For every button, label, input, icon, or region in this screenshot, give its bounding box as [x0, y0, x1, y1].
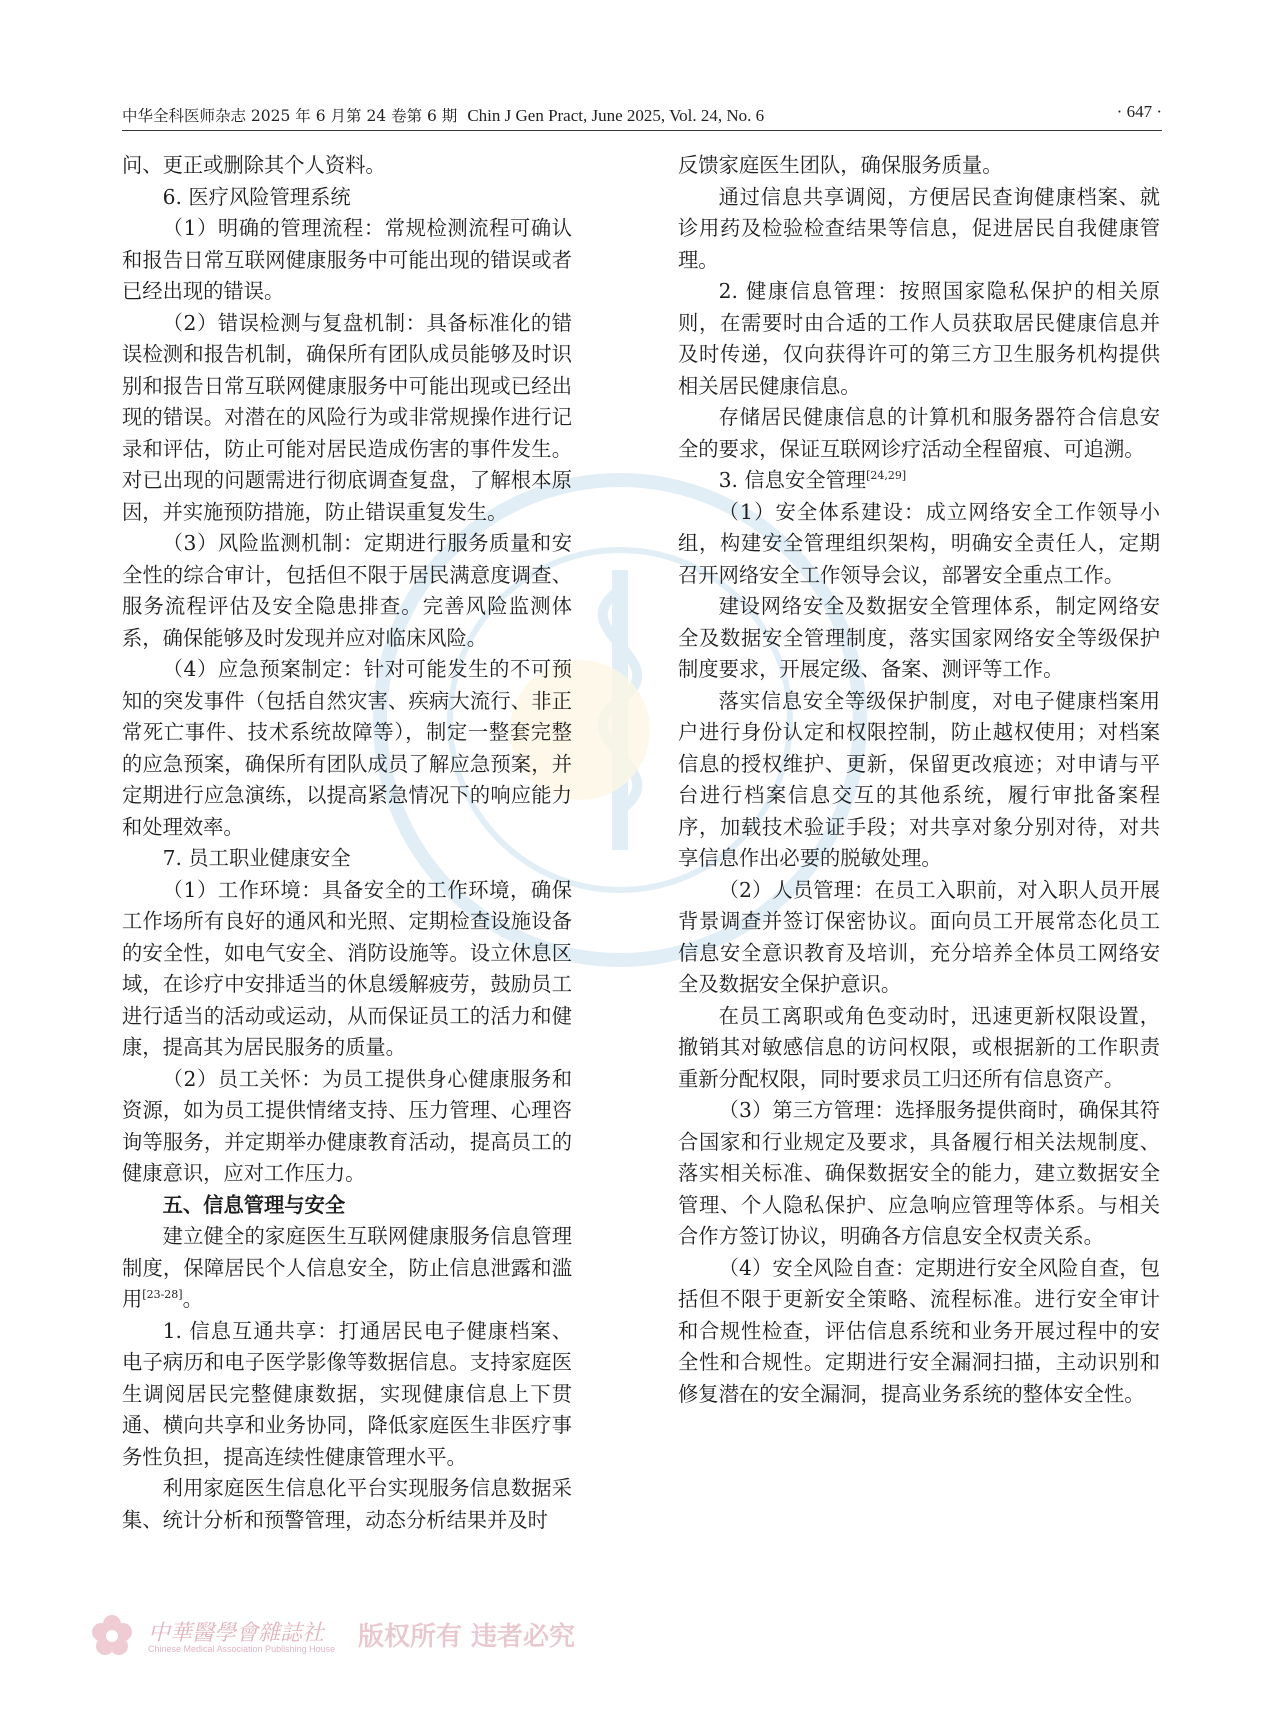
- paragraph-text: 建立健全的家庭医生互联网健康服务信息管理制度，保障居民个人信息安全，防止信息泄露和滥用: [122, 1224, 572, 1311]
- paragraph: [122, 1064, 572, 1190]
- paragraph-text: 五、信息管理与安全: [162, 1192, 346, 1217]
- paragraph-text: 在员工离职或角色变动时，迅速更新权限设置，撤销其对敏感信息的访问权限，或根据新的工作职责重新分配权限，同时要求员工归还所有信息资产。: [678, 1003, 1160, 1091]
- paragraph-text: （3）风险监测机制：定期进行服务质量和安全性的综合审计，包括但不限于居民满意度调查、服务流程评估及安全隐患排查。完善风险监测体系，确保能够及时发现并应对临床风险。: [122, 531, 572, 650]
- paragraph-text: （2）人员管理：在员工入职前，对入职人员开展背景调查并签订保密协议。面向员工开展常态化员工信息安全意识教育及培训，充分培养全体员工网络安全及数据安全保护意识。: [678, 877, 1160, 996]
- paragraph: [122, 182, 572, 214]
- paragraph-text: 1. 信息互通共享：打通居民电子健康档案、电子病历和电子医学影像等数据信息。支持家庭医生调阅居民完整健康数据，实现健康信息上下贯通、横向共享和业务协同，降低家庭医生非医疗事务性负担，提高连续性健康管理水平。: [122, 1318, 572, 1469]
- paragraph: [122, 528, 572, 654]
- paragraph: [122, 213, 572, 308]
- paragraph-text: （1）明确的管理流程：常规检测流程可确认和报告日常互联网健康服务中可能出现的错误或者已经出现的错误。: [122, 216, 572, 303]
- paragraph-text: 7. 员工职业健康安全: [162, 846, 351, 870]
- paragraph: [122, 1473, 572, 1536]
- paragraph-text: 通过信息共享调阅，方便居民查询健康档案、就诊用药及检验检查结果等信息，促进居民自我健康管理。: [678, 184, 1160, 272]
- paragraph-text: 落实信息安全等级保护制度，对电子健康档案用户进行身份认定和权限控制，防止越权使用；对档案信息的授权维护、更新，保留更改痕迹；对申请与平台进行档案信息交互的其他系统，履行审批备案程序，加载技术验证手段；对共享对象分别对待，对共享信息作出必要的脱敏处理。: [678, 688, 1160, 870]
- publisher-footer: [88, 1612, 608, 1660]
- paragraph: [122, 1221, 572, 1316]
- paragraph: [678, 276, 1160, 402]
- citation-ref: [23-28]: [142, 1288, 183, 1302]
- paragraph: [678, 150, 1160, 182]
- left-column: [122, 150, 572, 1536]
- paragraph-text: 利用家庭医生信息化平台实现服务信息数据采集、统计分析和预警管理，动态分析结果并及时: [122, 1476, 572, 1532]
- paragraph: [678, 497, 1160, 592]
- paragraph: [678, 591, 1160, 686]
- paragraph: [122, 150, 572, 182]
- paragraph-text: 存储居民健康信息的计算机和服务器符合信息安全的要求，保证互联网诊疗活动全程留痕、可追溯。: [678, 405, 1160, 461]
- paragraph-text: 2. 健康信息管理：按照国家隐私保护的相关原则，在需要时由合适的工作人员获取居民健康信息并及时传递，仅向获得许可的第三方卫生服务机构提供相关居民健康信息。: [678, 279, 1160, 398]
- paragraph: [122, 843, 572, 875]
- paragraph: [678, 1095, 1160, 1253]
- paragraph-text: 6. 医疗风险管理系统: [162, 184, 351, 209]
- publisher-name-cn: 中華醫學會雜誌社: [148, 1621, 325, 1646]
- paragraph-text: （2）员工关怀：为员工提供身心健康服务和资源，如为员工提供情绪支持、压力管理、心理咨询等服务，并定期举办健康教育活动，提高员工的健康意识，应对工作压力。: [122, 1066, 572, 1185]
- paragraph: [122, 875, 572, 1064]
- running-header: [122, 100, 1162, 126]
- journal-citation: [122, 104, 764, 126]
- header-rule: [122, 130, 1162, 131]
- paragraph: [678, 686, 1160, 875]
- copyright-slogan: 版权所有 违者必究: [358, 1622, 576, 1652]
- paragraph-text: （1）安全体系建设：成立网络安全工作领导小组，构建安全管理组织架构，明确安全责任人，定期召开网络安全工作领导会议，部署安全重点工作。: [678, 499, 1160, 587]
- paragraph-text: （1）工作环境：具备安全的工作环境，确保工作场所有良好的通风和光照、定期检查设施设备的安全性，如电气安全、消防设施等。设立休息区域，在诊疗中安排适当的休息缓解疲劳，鼓励员工进行适当的活动或运动，从而保证员工的活力和健康，提高其为居民服务的质量。: [122, 877, 572, 1059]
- paragraph: [678, 402, 1160, 465]
- paragraph-text: （3）第三方管理：选择服务提供商时，确保其符合国家和行业规定及要求，具备履行相关法规制度、落实相关标准、确保数据安全的能力，建立数据安全管理、个人隐私保护、应急响应管理等体系。与相关合作方签订协议，明确各方信息安全权责关系。: [678, 1098, 1160, 1248]
- paragraph-text: （2）错误检测与复盘机制：具备标准化的错误检测和报告机制，确保所有团队成员能够及时识别和报告日常互联网健康服务中可能出现或已经出现的错误。对潜在的风险行为或非常规操作进行记录和评估，防止可能对居民造成伤害的事件发生。对已出现的问题需进行彻底调查复盘，了解根本原因，并实施预防措施，防止错误重复发生。: [122, 310, 572, 524]
- paragraph: [122, 308, 572, 529]
- paragraph-text: 建设网络安全及数据安全管理体系，制定网络安全及数据安全管理制度，落实国家网络安全等级保护制度要求，开展定级、备案、测评等工作。: [678, 594, 1160, 681]
- page-number: · 647 ·: [1116, 102, 1162, 121]
- paragraph: [678, 182, 1160, 277]
- paragraph-text: 问、更正或删除其个人资料。: [122, 153, 386, 177]
- paragraph: [122, 654, 572, 843]
- paragraph: [678, 1253, 1160, 1411]
- paragraph: [678, 465, 1160, 497]
- paragraph: [122, 1316, 572, 1474]
- paragraph-text: 3. 信息安全管理: [718, 468, 867, 492]
- paragraph-text: （4）应急预案制定：针对可能发生的不可预知的突发事件（包括自然灾害、疾病大流行、非正常死亡事件、技术系统故障等），制定一整套完整的应急预案，确保所有团队成员了解应急预案，并定期进行应急演练，以提高紧急情况下的响应能力和处理效率。: [122, 657, 572, 839]
- section-heading: [122, 1190, 572, 1222]
- paragraph-tail: 。: [182, 1287, 203, 1311]
- publisher-flower-logo: [88, 1612, 136, 1660]
- journal-cn: 中华全科医师杂志 2025 年 6 月第 24 卷第 6 期: [122, 107, 458, 125]
- citation-ref: [24,29]: [866, 469, 907, 483]
- journal-en: Chin J Gen Pract, June 2025, Vol. 24, No. 6: [467, 106, 765, 125]
- paragraph: [678, 1001, 1160, 1096]
- paragraph: [678, 875, 1160, 1001]
- right-column: [678, 150, 1160, 1410]
- paragraph-text: 反馈家庭医生团队，确保服务质量。: [678, 153, 1003, 177]
- paragraph-text: （4）安全风险自查：定期进行安全风险自查，包括但不限于更新安全策略、流程标准。进行安全审计和合规性检查，评估信息系统和业务开展过程中的安全性和合规性。定期进行安全漏洞扫描，主动识别和修复潜在的安全漏洞，提高业务系统的整体安全性。: [678, 1255, 1160, 1406]
- publisher-name-en: Chinese Medical Association Publishing House: [148, 1644, 336, 1654]
